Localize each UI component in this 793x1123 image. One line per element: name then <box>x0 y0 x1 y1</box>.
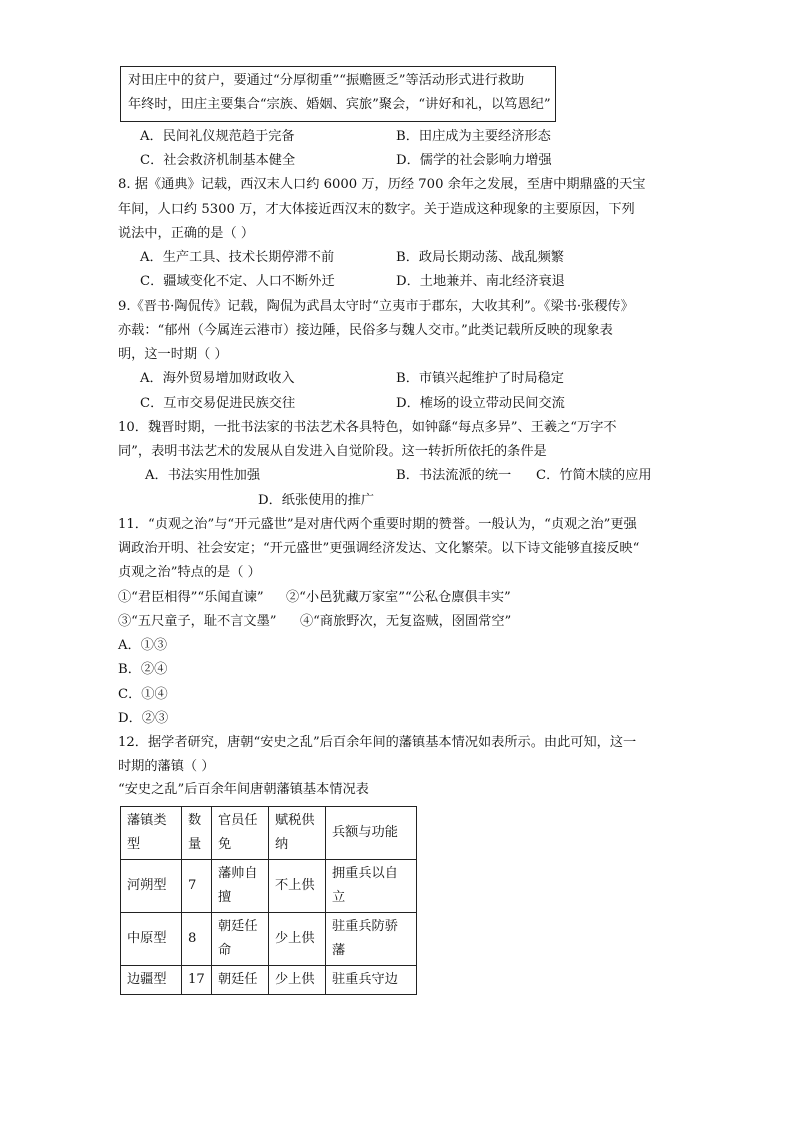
q9-option-a: A．海外贸易增加财政收入 <box>140 371 295 386</box>
table-cell: 少上供 <box>269 913 326 966</box>
table-cell: 少上供 <box>269 966 326 995</box>
q10-stem-line-2: 同”，表明书法艺术的发展从自发进入自觉阶段。这一转折所依托的条件是 <box>118 444 547 459</box>
table-cell: 拥重兵以自立 <box>326 860 417 913</box>
table-cell: 17 <box>182 966 212 995</box>
q10-option-d: D．纸张使用的推广 <box>258 493 375 508</box>
q11-stem-line-2: 调政治开明、社会安定；“开元盛世”更强调经济发达、文化繁荣。以下诗文能够直接反映“ <box>118 541 640 556</box>
q11-item-1: ①“君臣相得”“乐闻直谏” <box>118 590 264 605</box>
material-line-2: 年终时，田庄主要集合“宗族、婚姻、宾旅”聚会，“讲好和礼，以笃恩纪” <box>128 97 551 112</box>
q7-option-b: B．田庄成为主要经济形态 <box>396 129 551 144</box>
q11-item-4: ④“商旅野次，无复盗贼，囹圄常空” <box>300 614 512 629</box>
table-cell: 朝廷任命 <box>212 913 269 966</box>
q8-option-b: B．政局长期动荡、战乱频繁 <box>396 250 564 265</box>
q9-option-b: B．市镇兴起维护了时局稳定 <box>396 371 564 386</box>
q11-option-a: A．①③ <box>118 638 168 653</box>
table-cell: 朝廷任 <box>212 966 269 995</box>
q12-stem-line-2: 时期的藩镇（ ） <box>118 759 215 774</box>
q10-stem-line-1: 10．魏晋时期，一批书法家的书法艺术各具特色，如钟繇“每点多异”、王羲之“万字不 <box>118 420 617 435</box>
q12-stem-line-1: 12．据学者研究，唐朝“安史之乱”后百余年间的藩镇基本情况如表所示。由此可知，这一 <box>118 735 637 750</box>
q9-option-d: D．榷场的设立带动民间交流 <box>396 396 565 411</box>
table-header-cell: 藩镇类型 <box>121 807 182 860</box>
q8-stem-line-2: 年间，人口约 5300 万，才大体接近西汉末的数字。关于造成这种现象的主要原因，下列 <box>118 202 635 217</box>
q8-stem-line-1: 8. 据《通典》记载，西汉末人口约 6000 万，历经 700 余年之发展，至唐中期鼎盛的天宝 <box>118 177 646 192</box>
q9-stem-line-2: 亦载：“郁州（今属连云港市）接边陲，民俗多与魏人交市。”此类记载所反映的现象表 <box>118 323 613 338</box>
table-header-cell: 数量 <box>182 807 212 860</box>
q8-option-a: A．生产工具、技术长期停滞不前 <box>140 250 335 265</box>
q11-stem-line-1: 11．“贞观之治”与“开元盛世”是对唐代两个重要时期的赞誉。一般认为，“贞观之治”更强 <box>118 517 637 532</box>
q8-option-c: C．疆域变化不定、人口不断外迁 <box>140 274 335 289</box>
q11-option-c: C．①④ <box>118 687 168 702</box>
table-header-cell: 赋税供纳 <box>269 807 326 860</box>
q8-option-d: D．土地兼并、南北经济衰退 <box>396 274 565 289</box>
q7-option-c: C．社会救济机制基本健全 <box>140 153 296 168</box>
q11-item-2: ②“小邑犹藏万家室”“公私仓廪俱丰实” <box>286 590 511 605</box>
q10-option-a: A．书法实用性加强 <box>145 468 261 483</box>
table-cell: 驻重兵守边 <box>326 966 417 995</box>
material-line-1: 对田庄中的贫户，要通过“分厚彻重”“振赡匮乏”等活动形式进行救助 <box>128 73 525 88</box>
q11-item-3: ③“五尺童子，耻不言文墨” <box>118 614 277 629</box>
q10-option-c: C．竹简木牍的应用 <box>536 468 652 483</box>
table-row <box>121 913 417 966</box>
table-header-cell: 兵额与功能 <box>326 807 417 860</box>
table-cell: 不上供 <box>269 860 326 913</box>
q11-option-d: D．②③ <box>118 711 169 726</box>
q8-stem-line-3: 说法中，正确的是（ ） <box>118 226 255 241</box>
table-cell: 中原型 <box>121 913 182 966</box>
q9-stem-line-3: 明，这一时期（ ） <box>118 347 228 362</box>
table-row <box>121 966 417 995</box>
table-cell: 8 <box>182 913 212 966</box>
table-header-cell: 官员任免 <box>212 807 269 860</box>
table-row <box>121 860 417 913</box>
table-header-row <box>121 807 417 860</box>
table-cell: 藩帅自擅 <box>212 860 269 913</box>
table-cell: 河朔型 <box>121 860 182 913</box>
q12-table-title: “安史之乱”后百余年间唐朝藩镇基本情况表 <box>118 782 369 797</box>
q9-option-c: C．互市交易促进民族交往 <box>140 396 296 411</box>
q10-option-b: B．书法流派的统一 <box>396 468 512 483</box>
q7-option-d: D．儒学的社会影响力增强 <box>396 153 552 168</box>
q11-stem-line-3: 贞观之治”特点的是（ ） <box>118 565 261 580</box>
q9-stem-line-1: 9.《晋书·陶侃传》记载，陶侃为武昌太守时“立夷市于郡东，大收其利”。《梁书·张稷传》 <box>118 299 634 314</box>
table-cell: 7 <box>182 860 212 913</box>
q11-option-b: B．②④ <box>118 662 168 677</box>
table-cell: 边疆型 <box>121 966 182 995</box>
q12-table <box>120 806 417 995</box>
q7-option-a: A．民间礼仪规范趋于完备 <box>140 129 295 144</box>
table-cell: 驻重兵防骄藩 <box>326 913 417 966</box>
